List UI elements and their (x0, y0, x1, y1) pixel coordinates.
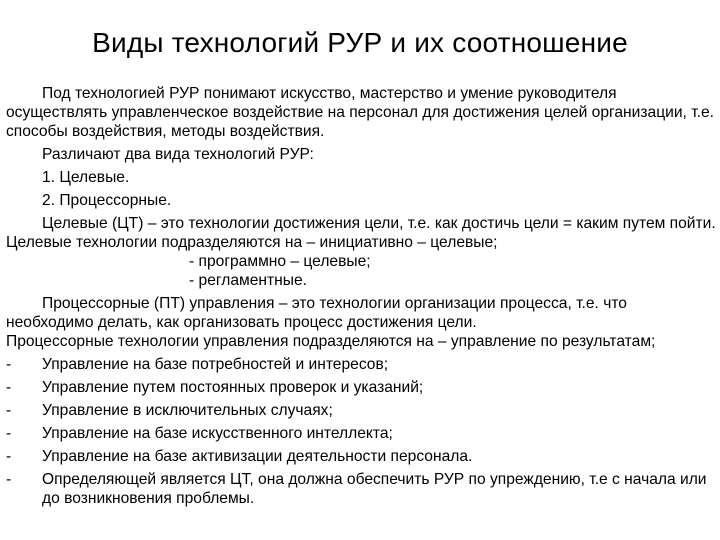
list-item-text: Управление в исключительных случаях; (42, 402, 333, 419)
dash-marker: - (6, 471, 12, 488)
list-item-text: Управление на базе активизации деятельности персонала. (42, 448, 473, 465)
type-1-line: 1. Целевые. (42, 169, 130, 186)
list-item (6, 355, 716, 374)
dash-marker: - (6, 356, 12, 373)
target-subtype-1: - программно – целевые; (189, 253, 371, 270)
process-definition: Процессорные (ПТ) управления – это технологии организации процесса, т.е. что необходимо делать, как организовать процесс достижения цели. (6, 295, 627, 331)
list-item (6, 470, 716, 508)
dash-marker: - (6, 379, 12, 396)
list-item (6, 378, 716, 397)
list-item-text: Управление путем постоянных проверок и указаний; (42, 379, 424, 396)
target-subtype-2: - регламентные. (189, 272, 307, 289)
type-2-line: 2. Процессорные. (42, 192, 172, 209)
distinguish-line: Различают два вида технологий РУР: (42, 146, 314, 163)
slide-body (6, 84, 716, 508)
dash-marker: - (6, 425, 12, 442)
list-item-text: Управление на базе потребностей и интересов; (42, 356, 389, 373)
slide-title: Виды технологий РУР и их соотношение (92, 27, 628, 58)
list-item (6, 447, 716, 466)
list-item-text: Определяющей является ЦТ, она должна обеспечить РУР по упреждению, т.е с начала или до возникновения проблемы. (42, 471, 707, 507)
list-item (6, 401, 716, 420)
list-item-text: Управление на базе искусственного интеллекта; (42, 425, 393, 442)
target-definition: Целевые (ЦТ) – это технологии достижения цели, т.е. как достичь цели = каким путем пойти. Целевые технологии подразделяются на – инициативно – целевые; (6, 215, 716, 251)
dash-marker: - (6, 402, 12, 419)
list-item (6, 424, 716, 443)
intro-paragraph: Под технологией РУР понимают искусство, мастерство и умение руководителя осуществлять управленческое воздействие на персонал для достижения целей организации, т.е. способы воздействия, методы воздействия. (6, 85, 714, 140)
dash-marker: - (6, 448, 12, 465)
process-split: Процессорные технологии управления подразделяются на – управление по результатам; (6, 333, 656, 350)
